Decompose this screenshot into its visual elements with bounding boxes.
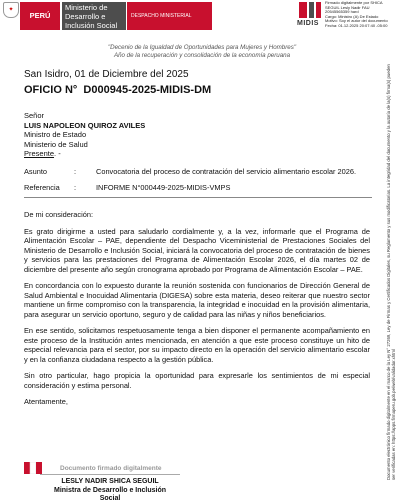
oficio-code: D000945-2025-MIDIS-DM xyxy=(83,84,212,96)
signature-line-rule xyxy=(40,474,180,475)
letter-body xyxy=(24,210,370,414)
vertical-verification-note: Documento electrónico firmado digitalmente en el marco de la Ley N° 27269, Ley de Firmas y Certificados Digitales, su Reglamento y sus modificatorias. La integridad del documento y la autoría de la(s) firma(s) pueden ser verificadas en: https://apps.firmaperu.gob.pe/web/validador.xhtml xyxy=(386,64,397,480)
addressee-entity: Ministerio de Salud xyxy=(24,139,88,149)
asunto-label: Asunto xyxy=(24,167,48,176)
presente-suffix: . - xyxy=(54,149,61,159)
addressee-name: LUIS NAPOLEON QUIROZ AVILES xyxy=(24,120,146,130)
meta-table xyxy=(24,167,372,192)
oficio-label: OFICIO N° xyxy=(24,84,78,96)
addressee-block xyxy=(24,111,145,159)
paragraph-1: Es grato dirigirme a usted para saludarlo cordialmente y, a la vez, informarle que el Programa de Alimentación Escolar – PAE, dependiente del Despacho Viceministerial de Prestaciones Sociales del Ministerio de Desarrollo e Inclusión Social, iniciará la convocatoria del proceso de contratación de bienes y servicios para las prestaciones del Programa de Alimentación Escolar 2026, el día martes 02 de diciembre del presente año según cronograma aprobado por Programa de Alimentación Escolar – PAE. xyxy=(24,226,370,274)
presente-line xyxy=(24,149,145,159)
signature-line: Motivo: Soy el autor del documento xyxy=(325,18,388,24)
document-date: San Isidro, 01 de Diciembre del 2025 xyxy=(24,69,189,80)
divider xyxy=(24,197,372,198)
decenio-motto xyxy=(0,44,404,60)
signer-role: Ministra de Desarrollo e Inclusión Social xyxy=(53,486,167,502)
greeting: De mi consideración: xyxy=(24,210,94,219)
signature-line: SEGUIL Lesly Nadir FAU xyxy=(325,4,370,10)
presente: Presente xyxy=(24,149,55,159)
ministry-name: Ministerio de Desarrollo e Inclusión Social xyxy=(62,2,126,30)
asunto-value: Convocatoria del proceso de contratación del servicio alimentario escolar 2026. xyxy=(96,167,357,176)
paragraph-4: Sin otro particular, hago propicia la oportunidad para expresarle los sentimientos de mi especial consideración y estima personal. xyxy=(24,371,370,390)
addressee-role: Ministro de Estado xyxy=(24,130,87,140)
signer-name: LESLY NADIR SHICA SEGUIL xyxy=(61,478,159,485)
decenio-line-2: Año de la recuperación y consolidación de la economía peruana xyxy=(113,52,291,59)
signature-line: Cargo: Ministro (A) De Estado xyxy=(325,13,379,19)
oficio-number xyxy=(24,84,211,96)
peru-logo: PERÚ xyxy=(20,2,60,30)
digital-signature-stamp xyxy=(325,1,403,29)
peru-signature-logo-icon xyxy=(24,462,42,474)
dependency-name: DESPACHO MINISTERIAL xyxy=(127,2,212,30)
colon: : xyxy=(74,182,77,192)
salutation: Señor xyxy=(24,111,45,120)
midis-logo-icon xyxy=(297,0,323,20)
closing: Atentamente, xyxy=(24,397,68,406)
digitally-signed-label: Documento firmado digitalmente xyxy=(60,465,162,472)
decenio-line-1: "Decenio de la Igualdad de Oportunidades para Mujeres y Hombres" xyxy=(107,44,297,51)
midis-logo-text: MIDIS xyxy=(297,20,319,27)
signature-line: Fecha: 01.12.2025 20:07:40 -05:00 xyxy=(325,22,388,28)
paragraph-2: En concordancia con lo expuesto durante la reunión sostenida con funcionarios de Dirección General de Salud Ambiental e Inocuidad Alimentaria (DIGESA) sobre esta materia, deseo reiterar que nuestro sector mantiene un firme compromiso con la transparencia, la integridad e inocuidad en la provisión alimentaria, para asegurar un servicio oportuno, seguro y de calidad para las niñas y niños beneficiarios. xyxy=(24,281,370,319)
referencia-value: INFORME N°000449-2025-MIDIS-VMPS xyxy=(96,182,231,192)
coat-of-arms-icon: ✦ xyxy=(3,2,19,18)
signature-line: Firmado digitalmente por SHICA xyxy=(325,0,383,5)
colon: : xyxy=(74,167,77,176)
referencia-label: Referencia xyxy=(24,182,60,192)
paragraph-3: En ese sentido, solicitamos respetuosamente tenga a bien disponer el permanente acompañamiento en este proceso de la Institución antes mencionada, en atención a que este proceso constituye un hito de especial relevancia para el sector, por su impacto directo en la operación del servicio alimentario escolar y en la confianza ciudadana respecto a la gestión pública. xyxy=(24,326,370,364)
signature-line: 20545565359 hard xyxy=(325,9,359,15)
